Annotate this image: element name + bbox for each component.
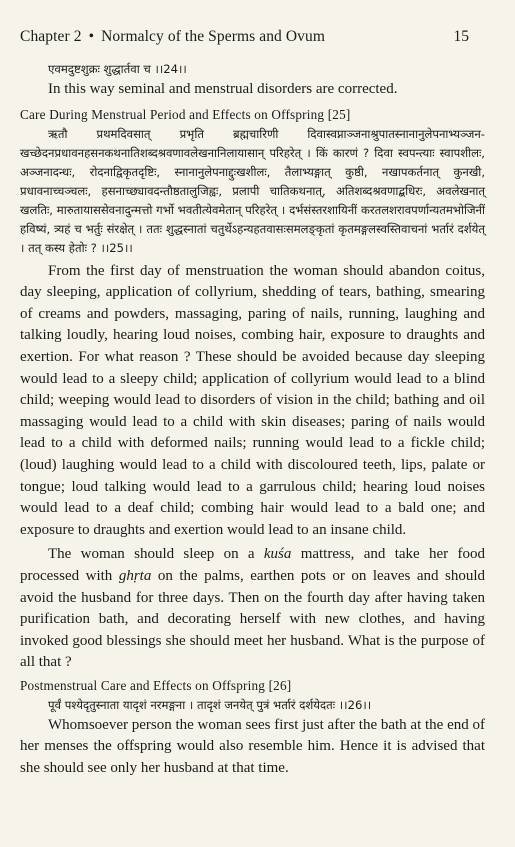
term-kusa: kuśa [263,546,292,563]
sanskrit-verse-25: ऋतौ प्रथमदिवसात् प्रभृति ब्रह्मचारिणी दिवास्वप्नाञ्जनाश्रुपातस्नानानुलेपनाभ्यञ्जन-खच्छेदनप्रधावनहसनकथनातिशब्दश्रवणावलेखनानिलायासान् परिहरेत् । किं कारणं ? दिवा स्वपन्त्याः स्वापशीलः, अञ्जनादन्धः, रोदनाद्विकृतदृष्टिः, स्नानानुलेपनाद्दुःखशीलः, तैलाभ्यङ्गात् कुष्ठी, नखापकर्तनात् कुनखी, प्रधावनाच्चञ्चलः, हसनाच्छ्यावदन्तौष्ठतालुजिह्वः, प्रलापी चातिकथनात्, अतिशब्दश्रवणाद्बधिरः, अवलेखनात् खलतिः, मारुतायाससेवनादुन्मत्तो गर्भो भवतीत्येवमेतान् परिहरेत् । दर्भसंस्तरशायिनीं करतलशरावपर्णान्यतमभोजिनीं हविष्यं, त्र्यहं च भर्तुः संरक्षेत् । ततः शुद्धस्नातां चतुर्थेऽहन्यहतवासःसमलङ्कृतां कृतमङ्गलस्वस्तिवाचनां भर्तारं दर्शयेत् । तत् कस्य हेतोः ? ।।25।। [20,126,485,255]
section-heading-26: Postmenstrual Care and Effects on Offspring [26] [20,677,292,693]
para-25b-part2: mattress, and take her food processed with [20,546,485,584]
sanskrit-verse-24: एवमदुष्टशुक्रः शुद्धार्तवा च ।।24।। [48,62,187,76]
page-number: 15 [453,28,469,45]
chapter-label: Chapter 2 [20,28,82,45]
para-25b-part3: on the palms, earthen pots or on leaves and should avoid the husband for three days. Then on the fourth day after having taken purification bath, and decorating herself with new clothes, and having invoked good blessings she should meet her husband. What is the purpose of all that ? [20,567,485,671]
chapter-heading [20,28,325,46]
sanskrit-verse-26: पूर्वं पश्येदृतुस्नाता यादृशं नरमङ्गना । तादृशं जनयेत् पुत्रं भर्तारं दर्शयेदतः ।।26।। [48,697,372,712]
bullet-separator: • [88,28,95,45]
translation-paragraph-25a: From the first day of menstruation the woman should abandon coitus, day sleeping, application of collyrium, shedding of tears, bathing, smearing of creams and powders, massaging, paring of nails, running, laughing and talking loudly, hearing loud noises, combing hair, exposure to draughts and exertion. For what reason ? These should be avoided because day sleeping would lead to a sleepy child; application of collyrium would lead to a blind child; weeping would lead to disorders of vision in the child; bathing and oil massaging would lead to a child with skin diseases; paring of nails would lead to a child with deformed nails; running would lead to a fickle child; (loud) laughing would lead to a child with discoloured teeth, lips, palate or tongue; loud talking would lead to a garrulous child; hearing loud noises would lead to a deaf child; combing hair would lead to a bald one; and exposure to draughts and exertion would lead to an insane child. [20,262,485,538]
section-heading-25: Care During Menstrual Period and Effects on Offspring [25] [20,106,351,122]
translation-paragraph-24: In this way seminal and menstrual disorders are corrected. [48,81,398,97]
term-ghrta: ghṛta [118,567,152,584]
translation-paragraph-26: Whomsoever person the woman sees first just after the bath at the end of her menses the offspring would also resemble him. Hence it is advised that she should see only her husband at that time. [20,716,485,777]
running-header [20,28,485,46]
chapter-title: Normalcy of the Sperms and Ovum [101,28,326,45]
para-25b-part1: The woman should sleep on a [48,546,264,563]
translation-paragraph-25b [20,544,485,674]
